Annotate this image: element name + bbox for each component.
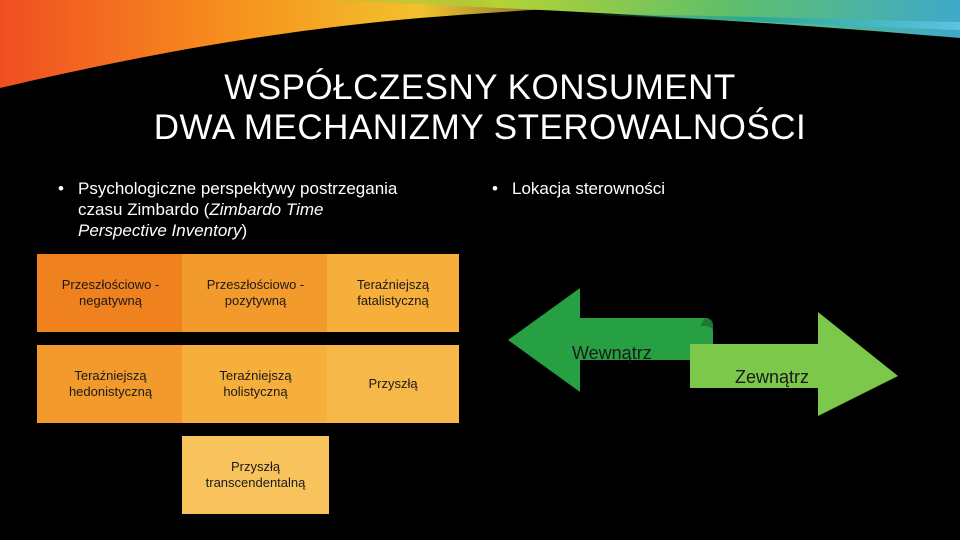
cell-line1: Przyszłą <box>368 376 418 391</box>
label-inside: Wewnątrz <box>572 343 652 363</box>
cell-line1: Przeszłościowo - <box>206 277 305 292</box>
cell-present-hedonistic <box>37 345 184 423</box>
bullet-locus <box>492 178 792 199</box>
label-outside: Zewnątrz <box>735 367 810 387</box>
slide-title <box>0 68 960 148</box>
cell-line2: hedonistyczną <box>68 384 153 399</box>
cell-future <box>327 345 459 423</box>
cell-line1: Przyszłą <box>230 459 281 474</box>
bullet-zimbardo <box>58 178 478 241</box>
cell-past-negative <box>37 254 184 332</box>
bullet-zimbardo-line3: ) <box>241 221 248 240</box>
cell-line1: Teraźniejszą <box>74 368 147 383</box>
arrow-outward <box>690 312 898 416</box>
cell-line1: Teraźniejszą <box>219 368 292 383</box>
bullet-locus-text: Lokacja sterowności <box>512 179 666 198</box>
title-line-2: DWA MECHANIZMY STEROWALNOŚCI <box>153 108 807 147</box>
cell-line2: negatywną <box>79 293 142 308</box>
cell-line2: holistyczną <box>223 384 288 399</box>
title-line-1: WSPÓŁCZESNY KONSUMENT <box>224 68 736 107</box>
bullet-zimbardo-line2-italic: Zimbardo Time <box>209 200 324 219</box>
cell-line2: transcendentalną <box>205 475 306 490</box>
locus-arrows <box>500 280 920 425</box>
cell-line2: pozytywną <box>224 293 287 308</box>
cell-future-transcendental <box>182 436 329 514</box>
bullet-zimbardo-line1: Psychologiczne perspektywy postrzegania <box>78 179 398 198</box>
bullet-zimbardo-line2: czasu Zimbardo ( <box>78 200 210 219</box>
cell-past-positive <box>182 254 329 332</box>
cell-line1: Przeszłościowo - <box>61 277 160 292</box>
cell-present-holistic <box>182 345 329 423</box>
bullet-marker: • <box>58 179 64 198</box>
bullet-zimbardo-line3-italic: Perspective Inventory <box>78 221 242 240</box>
cell-present-fatalistic <box>327 254 459 332</box>
bullet-marker: • <box>492 179 498 198</box>
bullet-zimbardo-text <box>58 178 478 241</box>
cell-line1: Teraźniejszą <box>356 277 430 292</box>
cell-line2: fatalistyczną <box>357 293 429 308</box>
arrow-inward <box>508 288 713 392</box>
